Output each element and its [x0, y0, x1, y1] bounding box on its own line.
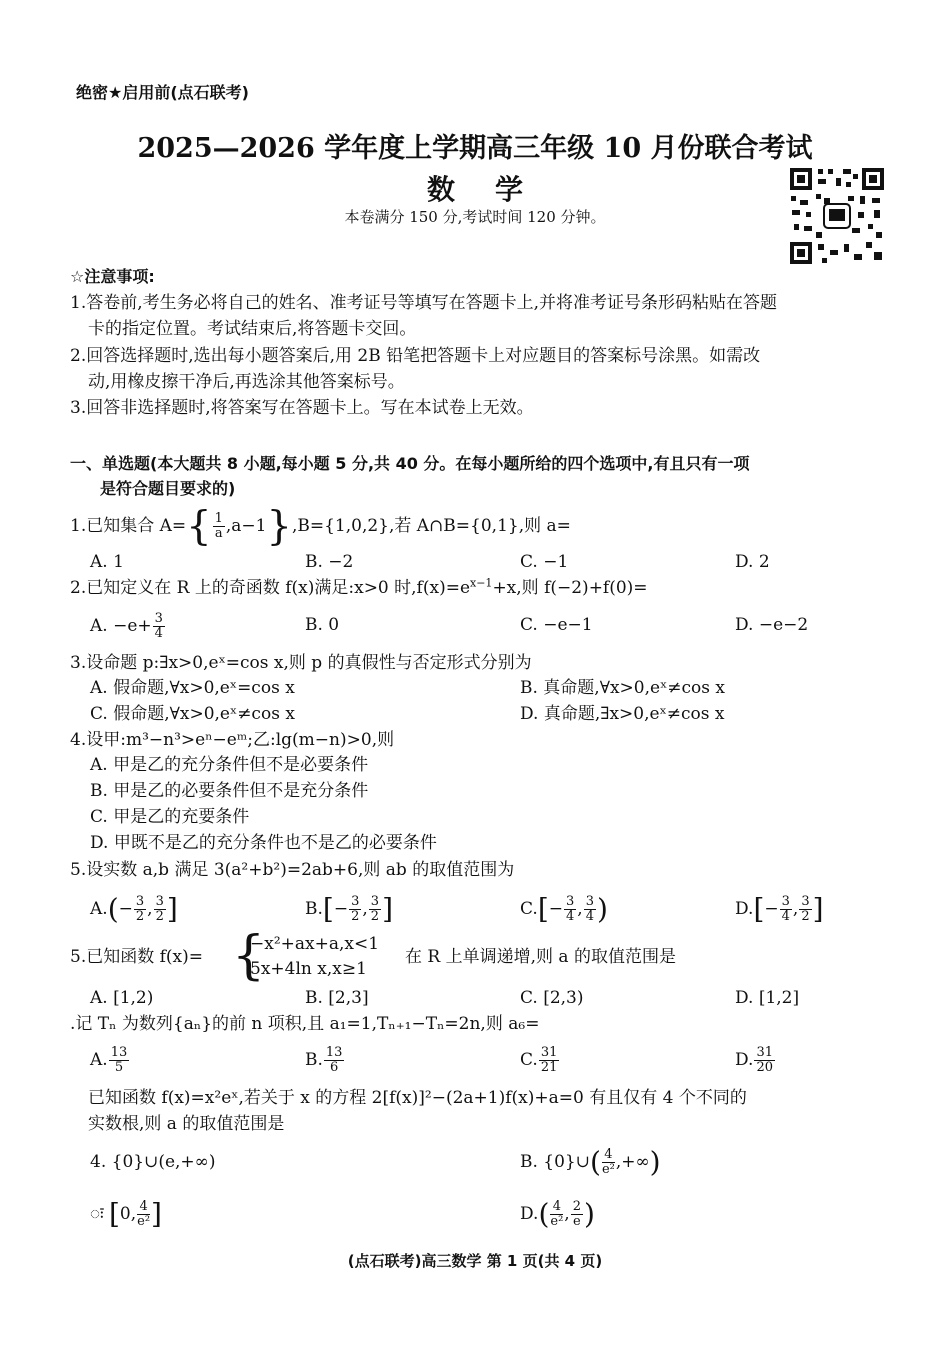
q5-option-a: A.(− $\frac{3}{2}$ , $\frac{3}{2}$ ]	[90, 892, 178, 926]
question-4-stem: 4.设甲:m³−n³>eⁿ−eᵐ;乙:lg(m−n)>0,则	[70, 730, 395, 750]
section1-heading-line2: 是符合题目要求的)	[100, 479, 236, 498]
q6-option-a: A. [1,2)	[90, 988, 154, 1008]
q8-option-b: B. {0}∪( $\frac{4}{\text{e²}}$ ,+∞)	[520, 1145, 661, 1179]
confidential-label: 绝密★启用前(点石联考)	[76, 83, 249, 102]
q5-option-d: D.[− $\frac{3}{4}$ , $\frac{3}{2}$ ]	[735, 892, 824, 926]
notes-heading: ☆注意事项:	[70, 267, 155, 286]
q1-prefix: 1.已知集合 A=	[70, 516, 187, 536]
note-2-line-2: 动,用橡皮擦干净后,再选涂其他答案标号。	[88, 372, 405, 392]
question-2-stem	[70, 577, 648, 599]
q4-option-b: B. 甲是乙的必要条件但不是充分条件	[90, 781, 369, 801]
q8-option-c: ः [0, $\frac{4}{\text{e²}}$ ]	[90, 1197, 162, 1231]
note-2-line-1: 2.回答选择题时,选出每小题答案后,用 2B 铅笔把答题卡上对应题目的答案标号涂黑。如需改	[70, 346, 761, 366]
page-footer: (点石联考)高三数学 第 1 页(共 4 页)	[347, 1252, 603, 1270]
q2-option-c: C. −e−1	[520, 615, 593, 635]
q4-option-c: C. 甲是乙的充要条件	[90, 807, 250, 827]
question-1-stem	[70, 503, 571, 550]
q1-option-a: A. 1	[90, 552, 124, 572]
question-7-stem: .记 Tₙ 为数列{aₙ}的前 n 项积,且 a₁=1,Tₙ₊₁−Tₙ=2n,则 a₆=	[70, 1014, 540, 1034]
score-time-line: 本卷满分 150 分,考试时间 120 分钟。	[344, 208, 606, 226]
q4-option-a: A. 甲是乙的充分条件但不是必要条件	[90, 755, 369, 775]
q7-option-c: C. $\frac{31}{21}$	[520, 1045, 558, 1075]
qr-code-image	[788, 166, 886, 266]
question-6-prefix: 5.已知函数 f(x)=	[70, 947, 204, 967]
q6-option-b: B. [2,3]	[305, 988, 369, 1008]
q3-option-c: C. 假命题,∀x>0,eˣ≠cos x	[90, 704, 295, 724]
q6-option-d: D. [1,2]	[735, 988, 800, 1008]
right-brace: }	[266, 503, 292, 550]
q8-option-d: D.( $\frac{4}{\text{e²}}$ , $\frac{2}{e}$ )	[520, 1197, 595, 1231]
q3-option-d: D. 真命题,∃x>0,eˣ≠cos x	[520, 704, 725, 724]
q1-set-rest: ,a−1	[225, 516, 267, 536]
note-1-line-1: 1.答卷前,考生务必将自己的姓名、准考证号等填写在答题卡上,并将准考证号条形码粘贴在答题	[70, 293, 778, 313]
q8-option-a: 4. {0}∪(e,+∞)	[90, 1152, 216, 1172]
q7-option-a: A. $\frac{13}{5}$	[90, 1045, 128, 1075]
question-8-line-1: 已知函数 f(x)=x²eˣ,若关于 x 的方程 2[f(x)]²−(2a+1)f(x)+a=0 有且仅有 4 个不同的	[88, 1088, 747, 1108]
q2-option-d: D. −e−2	[735, 615, 809, 635]
q3-option-a: A. 假命题,∀x>0,eˣ=cos x	[90, 678, 295, 698]
question-6-suffix: 在 R 上单调递增,则 a 的取值范围是	[405, 947, 676, 967]
q3-option-b: B. 真命题,∀x>0,eˣ≠cos x	[520, 678, 725, 698]
question-3-stem: 3.设命题 p:∃x>0,eˣ=cos x,则 p 的真假性与否定形式分别为	[70, 653, 532, 673]
q6-case-2: 5x+4ln x,x≥1	[250, 959, 367, 979]
section1-heading: 一、单选题(本大题共 8 小题,每小题 5 分,共 40 分。在每小题所给的四个选项中,有且只有一项	[70, 454, 750, 473]
q5-option-c: C.[− $\frac{3}{4}$ , $\frac{3}{4}$ )	[520, 892, 608, 926]
q2-option-b: B. 0	[305, 615, 340, 635]
q4-option-d: D. 甲既不是乙的充分条件也不是乙的必要条件	[90, 833, 437, 853]
left-brace: {	[186, 503, 212, 550]
q2-exponent: x−1	[470, 576, 493, 590]
q1-option-c: C. −1	[520, 552, 569, 572]
question-5-stem: 5.设实数 a,b 满足 3(a²+b²)=2ab+6,则 ab 的取值范围为	[70, 860, 515, 880]
q5-option-b: B.[− $\frac{3}{2}$ , $\frac{3}{2}$ ]	[305, 892, 393, 926]
q1-option-b: B. −2	[305, 552, 354, 572]
note-1-line-2: 卡的指定位置。考试结束后,将答题卡交回。	[88, 319, 417, 339]
note-3: 3.回答非选择题时,将答案写在答题卡上。写在本试卷上无效。	[70, 398, 534, 418]
q6-option-c: C. [2,3)	[520, 988, 584, 1008]
q7-option-b: B. $\frac{13}{6}$	[305, 1045, 343, 1075]
q7-option-d: D. $\frac{31}{20}$	[735, 1045, 773, 1075]
piecewise-brace: {	[232, 926, 266, 986]
subject-title: 数学	[426, 173, 563, 206]
q2-stem-text: 2.已知定义在 R 上的奇函数 f(x)满足:x>0 时,f(x)=e	[70, 578, 471, 598]
q2-option-a: A. −e+ $\frac{3}{4}$	[90, 611, 163, 641]
q1-option-d: D. 2	[735, 552, 770, 572]
exam-title: 2025—2026 学年度上学期高三年级 10 月份联合考试	[137, 133, 813, 164]
question-8-line-2: 实数根,则 a 的取值范围是	[88, 1114, 285, 1134]
q1-suffix: ,B={1,0,2},若 A∩B={0,1},则 a=	[291, 516, 571, 536]
q6-case-1: −x²+ax+a,x<1	[250, 934, 380, 954]
q2-stem-end: +x,则 f(−2)+f(0)=	[492, 578, 648, 598]
q1-fraction: $\frac{1}{a}$	[214, 511, 223, 541]
